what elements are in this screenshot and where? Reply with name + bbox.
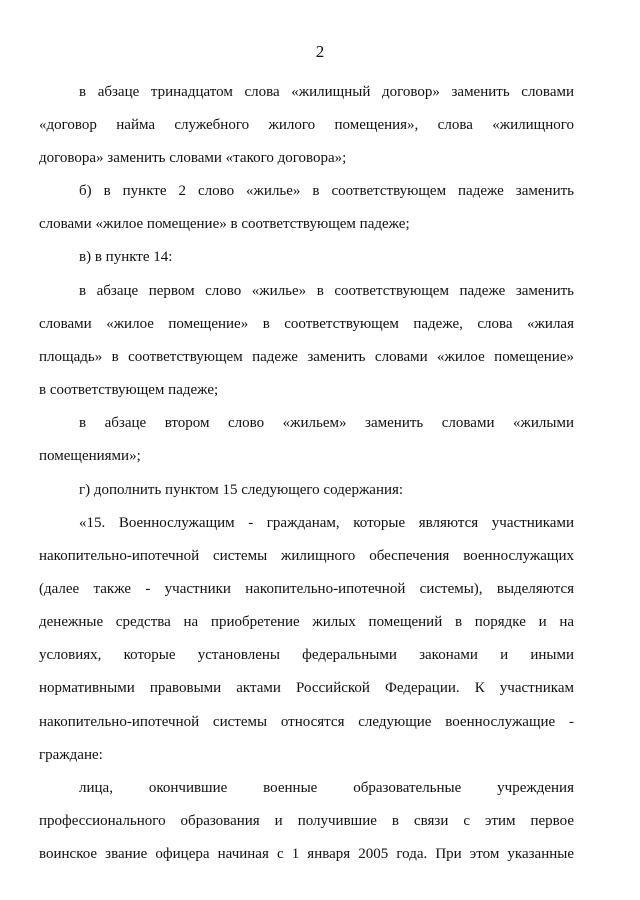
text-line: в абзаце втором слово «жильем» заменить словами «жилыми: [79, 415, 574, 431]
text-line: в соответствующем падеже;: [39, 382, 219, 398]
text-line: б) в пункте 2 слово «жилье» в соответствующем падеже заменить: [79, 183, 574, 199]
text-line: (далее также - участники накопительно-ипотечной системы), выделяются: [39, 581, 574, 597]
text-line: денежные средства на приобретение жилых помещений в порядке и на: [39, 614, 574, 630]
text-line: нормативными правовыми актами Российской Федерации. К участникам: [39, 680, 574, 696]
text-line: словами «жилое помещение» в соответствующем падеже;: [39, 216, 410, 232]
text-line: воинское звание офицера начиная с 1 января 2005 года. При этом указанные: [39, 846, 574, 862]
text-line: «15. Военнослужащим - гражданам, которые являются участниками: [79, 515, 574, 531]
text-line: накопительно-ипотечной системы жилищного обеспечения военнослужащих: [39, 548, 574, 564]
text-line: граждане:: [39, 747, 103, 763]
text-line: в) в пункте 14:: [79, 249, 173, 265]
text-line: накопительно-ипотечной системы относятся следующие военнослужащие -: [39, 714, 574, 730]
text-line: договора» заменить словами «такого договора»;: [39, 150, 347, 166]
text-line: в абзаце тринадцатом слова «жилищный договор» заменить словами: [79, 84, 574, 100]
page-number: 2: [315, 42, 325, 61]
text-line: в абзаце первом слово «жилье» в соответствующем падеже заменить: [79, 283, 574, 299]
text-line: помещениями»;: [39, 448, 141, 464]
text-line: площадь» в соответствующем падеже заменить словами «жилое помещение»: [39, 349, 574, 365]
text-line: «договор найма служебного жилого помещения», слова «жилищного: [39, 117, 574, 133]
text-line: словами «жилое помещение» в соответствующем падеже, слова «жилая: [39, 316, 574, 332]
text-line: г) дополнить пунктом 15 следующего содержания:: [79, 482, 404, 498]
text-line: лица, окончившие военные образовательные учреждения: [79, 780, 574, 796]
text-line: профессионального образования и получившие в связи с этим первое: [39, 813, 574, 829]
text-line: условиях, которые установлены федеральными законами и иными: [39, 647, 574, 663]
